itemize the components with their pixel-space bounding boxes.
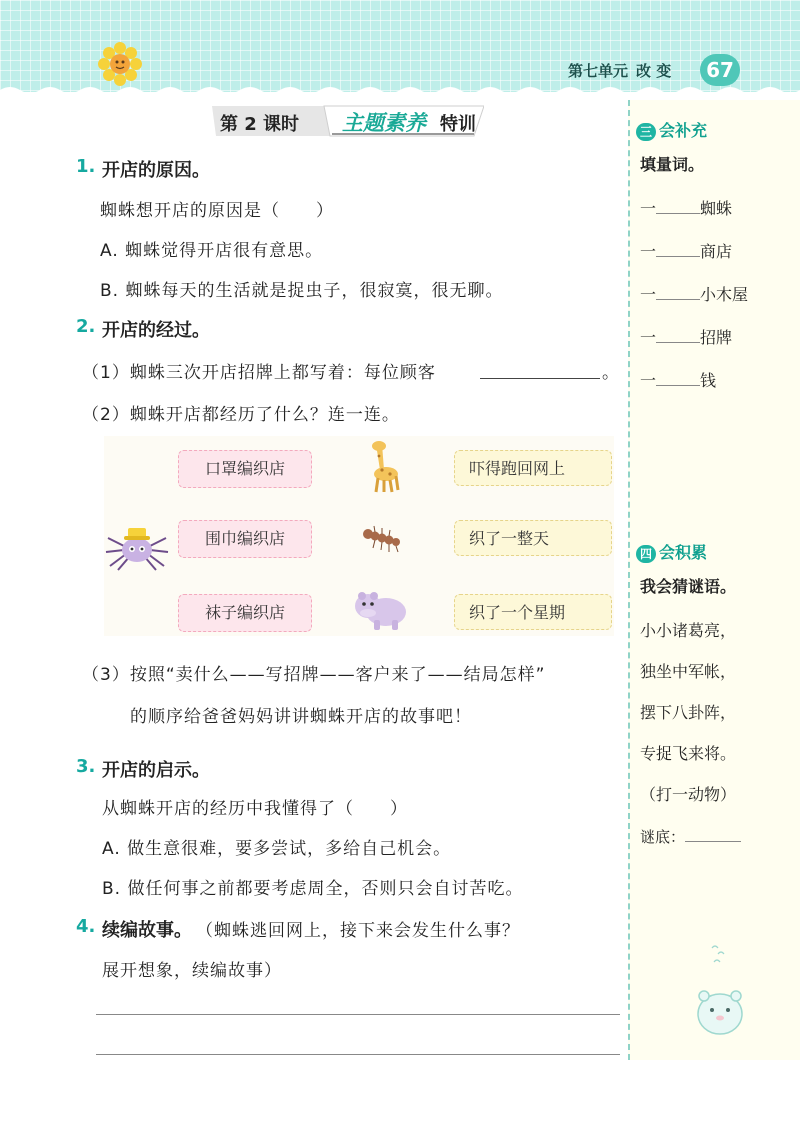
measure-item-3 — [640, 282, 748, 305]
measure-prefix: 一 — [640, 285, 657, 304]
page-number: 67 — [700, 54, 740, 86]
measure-noun-5: 钱 — [700, 371, 717, 390]
sidebar-section3-heading — [636, 118, 707, 141]
result-whole-week[interactable]: 织了一个星期 — [454, 594, 612, 630]
riddle-line-4: 专捉飞来将。 — [640, 744, 737, 763]
q4-number: 4. — [76, 916, 96, 937]
q2-heading: 开店的经过。 — [102, 320, 210, 341]
section4-title: 会积累 — [659, 543, 708, 562]
q4-writing-line-1[interactable] — [96, 1014, 620, 1015]
riddle-line-2: 独坐中军帐， — [640, 662, 737, 681]
q1-number: 1. — [76, 156, 96, 177]
shop-socks[interactable]: 袜子编织店 — [178, 594, 312, 632]
q4-writing-line-2[interactable] — [96, 1054, 620, 1055]
q1-prompt: 蜘蛛想开店的原因是（ ） — [100, 201, 334, 221]
q4-text-line2: 展开想象，续编故事） — [102, 961, 282, 981]
measure-blank-4[interactable] — [656, 328, 700, 343]
section4-instruction: 我会猜谜语。 — [640, 577, 737, 596]
section3-badge: 三 — [636, 123, 656, 141]
measure-item-2 — [640, 239, 732, 262]
q3-number: 3. — [76, 756, 96, 777]
measure-prefix: 一 — [640, 371, 657, 390]
sunflower-icon — [96, 40, 144, 88]
matching-exercise — [104, 436, 614, 636]
measure-blank-1[interactable] — [656, 199, 700, 214]
hamster-mascot-icon — [690, 940, 750, 1040]
section3-title: 会补充 — [659, 121, 708, 140]
lesson-training: 特训 — [440, 114, 476, 135]
q2-part3-line1: （3）按照“卖什么——写招牌——客户来了——结局怎样” — [82, 665, 546, 685]
spider-icon — [104, 516, 170, 572]
shop-mask[interactable]: 口罩编织店 — [178, 450, 312, 488]
q3-heading: 开店的启示。 — [102, 760, 210, 781]
result-whole-day[interactable]: 织了一整天 — [454, 520, 612, 556]
riddle-answer-blank[interactable] — [685, 827, 741, 842]
q2-part1-answer-line[interactable] — [480, 378, 600, 379]
sidebar-section4-heading — [636, 540, 707, 563]
giraffe-icon — [362, 440, 402, 494]
riddle-line-1: 小小诸葛亮， — [640, 621, 737, 640]
measure-blank-3[interactable] — [656, 285, 700, 300]
centipede-icon — [360, 522, 406, 554]
riddle-line-3: 摆下八卦阵， — [640, 703, 737, 722]
q2-part3-line2: 的顺序给爸爸妈妈讲讲蜘蛛开店的故事吧！ — [130, 707, 472, 727]
measure-prefix: 一 — [640, 242, 657, 261]
measure-noun-4: 招牌 — [700, 328, 733, 347]
shop-scarf[interactable]: 围巾编织店 — [178, 520, 312, 558]
riddle-answer-label: 谜底： — [640, 828, 686, 846]
measure-noun-3: 小木屋 — [700, 285, 749, 304]
q2-part2-text: （2）蜘蛛开店都经历了什么？连一连。 — [82, 405, 400, 425]
section4-badge: 四 — [636, 545, 656, 563]
unit-number: 第七单元 — [568, 62, 629, 80]
measure-item-1 — [640, 196, 732, 219]
q3-option-b[interactable]: B. 做任何事之前都要考虑周全，否则只会自讨苦吃。 — [102, 879, 524, 899]
lesson-number: 第 2 课时 — [220, 114, 300, 135]
q2-part1-end: 。 — [602, 363, 620, 383]
q1-option-b[interactable]: B. 蜘蛛每天的生活就是捉虫子，很寂寞，很无聊。 — [100, 281, 504, 301]
q3-prompt: 从蜘蛛开店的经历中我懂得了（ ） — [102, 799, 408, 819]
unit-label — [568, 60, 679, 81]
q4-text-line1: （蜘蛛逃回网上，接下来会发生什么事？ — [196, 921, 520, 941]
unit-topic: 改 变 — [636, 62, 672, 80]
lesson-title — [212, 104, 484, 138]
riddle-hint: （打一动物） — [640, 785, 737, 804]
q3-option-a[interactable]: A. 做生意很难，要多尝试，多给自己机会。 — [102, 839, 452, 859]
q1-option-a[interactable]: A. 蜘蛛觉得开店很有意思。 — [100, 241, 324, 261]
measure-blank-5[interactable] — [656, 371, 700, 386]
q1-heading: 开店的原因。 — [102, 160, 210, 181]
result-run-back[interactable]: 吓得跑回网上 — [454, 450, 612, 486]
measure-blank-2[interactable] — [656, 242, 700, 257]
riddle-answer — [640, 826, 741, 847]
measure-prefix: 一 — [640, 328, 657, 347]
q2-part1-text: （1）蜘蛛三次开店招牌上都写着：每位顾客 — [82, 363, 436, 383]
measure-noun-2: 商店 — [700, 242, 733, 261]
measure-noun-1: 蜘蛛 — [700, 199, 733, 218]
measure-item-5 — [640, 368, 716, 391]
measure-item-4 — [640, 325, 732, 348]
q2-number: 2. — [76, 316, 96, 337]
hippo-icon — [352, 586, 410, 632]
q4-heading: 续编故事。 — [102, 920, 192, 941]
measure-prefix: 一 — [640, 199, 657, 218]
lesson-theme: 主题素养 — [342, 111, 426, 135]
section3-instruction: 填量词。 — [640, 155, 705, 174]
